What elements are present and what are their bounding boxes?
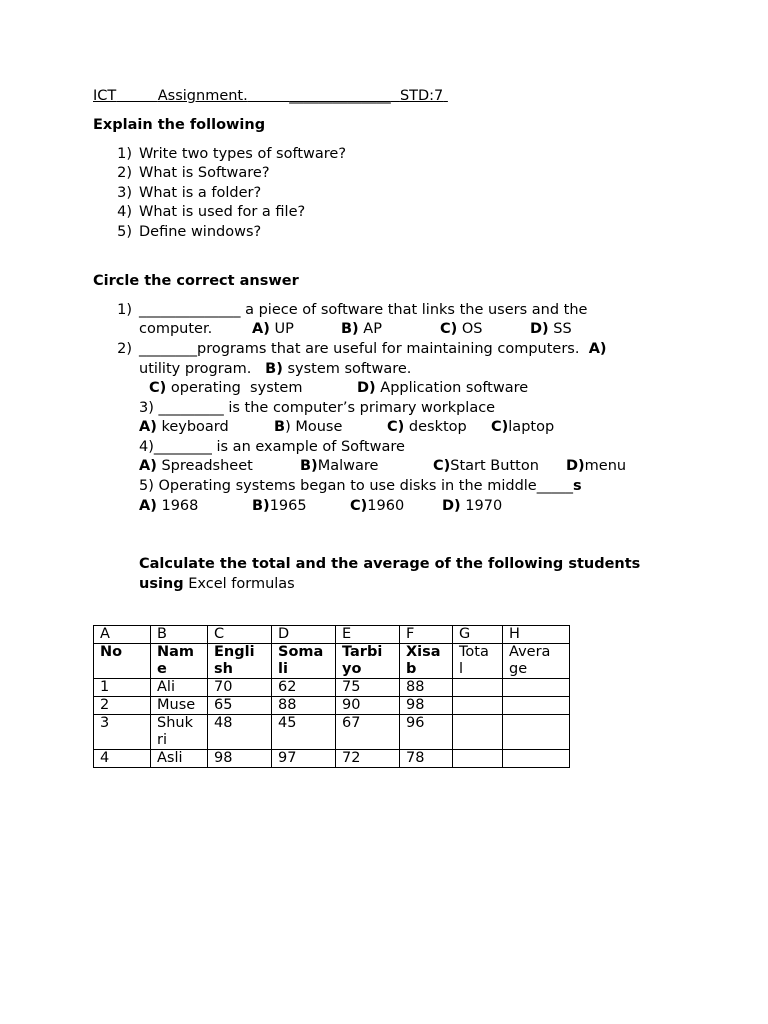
mcq-5-stem: 5) Operating systems began to use disks in the middle_____s — [139, 478, 582, 494]
table-cell: 3 — [94, 715, 151, 750]
mcq-2-option-d: D) Application software — [357, 380, 529, 396]
table-cell: 62 — [272, 679, 336, 697]
subject-label: ICT — [93, 88, 117, 104]
mcq-4-option-b: B)Malware — [300, 458, 379, 474]
table-cell: 70 — [208, 679, 272, 697]
mcq-3-stem: 3) _________ is the computer’s primary workplace — [139, 400, 496, 416]
mcq-1-option-a: A) UP — [252, 321, 294, 337]
table-cell: 88 — [400, 679, 453, 697]
section3-instruction-cont: using Excel formulas — [139, 576, 295, 592]
mcq-5-option-a: A) 1968 — [139, 498, 199, 514]
table-cell: 1 — [94, 679, 151, 697]
table-cell: 98 — [208, 750, 272, 768]
table-cell — [503, 715, 570, 750]
column-letter: H — [503, 626, 570, 644]
table-row — [94, 750, 570, 768]
mcq-3-option-c: C) desktop — [387, 419, 467, 435]
mcq-5-option-b: B)1965 — [252, 498, 307, 514]
table-cell: Asli — [151, 750, 208, 768]
mcq-2-stem: 2) ________programs that are useful for maintaining computers. A) — [117, 341, 607, 357]
table-cell: 65 — [208, 697, 272, 715]
mcq-1-options: computer. — [139, 321, 213, 337]
table-cell — [453, 715, 503, 750]
mcq-4-option-a: A) Spreadsheet — [139, 458, 253, 474]
column-letter: G — [453, 626, 503, 644]
question-item: 4) What is used for a file? — [117, 204, 306, 220]
mcq-1-stem: 1) ______________ a piece of software that links the users and the — [117, 302, 588, 318]
table-cell — [453, 750, 503, 768]
header-cell: Engli sh — [208, 644, 272, 679]
section3-instruction: Calculate the total and the average of the following students — [139, 556, 641, 572]
mcq-1-option-b: B) AP — [341, 321, 382, 337]
table-cell — [453, 679, 503, 697]
mcq-2-option-c: C) operating system — [149, 380, 303, 396]
question-item: 2) What is Software? — [117, 165, 270, 181]
table-cell: 72 — [336, 750, 400, 768]
mcq-4-option-d: D)menu — [566, 458, 627, 474]
mcq-2-options-line1: utility program. B) system software. — [139, 361, 412, 377]
mcq-3-option-a: A) keyboard — [139, 419, 229, 435]
table-cell: 75 — [336, 679, 400, 697]
header-line — [93, 87, 448, 105]
table-cell — [453, 697, 503, 715]
table-row — [94, 697, 570, 715]
table-cell — [503, 697, 570, 715]
table-cell: 88 — [272, 697, 336, 715]
column-letter: A — [94, 626, 151, 644]
header-cell: Nam e — [151, 644, 208, 679]
mcq-4-option-c: C)Start Button — [433, 458, 539, 474]
table-cell: 4 — [94, 750, 151, 768]
table-row — [94, 715, 570, 750]
header-cell: No — [94, 644, 151, 679]
header-cell: Xisa b — [400, 644, 453, 679]
name-blank: ______________ — [289, 88, 391, 104]
std-label: STD:7 — [399, 88, 444, 104]
header-cell: Soma li — [272, 644, 336, 679]
mcq-1-option-d: D) SS — [530, 321, 572, 337]
section2-heading: Circle the correct answer — [93, 273, 299, 289]
mcq-5-option-d: D) 1970 — [442, 498, 503, 514]
table-cell: 67 — [336, 715, 400, 750]
table-cell: 45 — [272, 715, 336, 750]
mcq-3-option-b: B) Mouse — [274, 419, 343, 435]
table-cell: 2 — [94, 697, 151, 715]
mcq-1-option-c: C) OS — [440, 321, 483, 337]
table-cell: 48 — [208, 715, 272, 750]
column-letter: F — [400, 626, 453, 644]
header-cell: Tota l — [453, 644, 503, 679]
table-cell: 98 — [400, 697, 453, 715]
table-cell: Muse — [151, 697, 208, 715]
header-row — [94, 644, 570, 679]
table-cell — [503, 750, 570, 768]
header-cell: Tarbi yo — [336, 644, 400, 679]
assignment-title: Assignment. — [157, 88, 248, 104]
column-letter: D — [272, 626, 336, 644]
column-letter: E — [336, 626, 400, 644]
table-cell: 97 — [272, 750, 336, 768]
student-scores-table — [93, 625, 570, 768]
table-cell: Shuk ri — [151, 715, 208, 750]
mcq-5-option-c: C)1960 — [350, 498, 405, 514]
column-letter: B — [151, 626, 208, 644]
mcq-4-stem: 4)________ is an example of Software — [139, 439, 405, 455]
question-item: 1) Write two types of software? — [117, 146, 347, 162]
table-cell: 90 — [336, 697, 400, 715]
table-cell — [503, 679, 570, 697]
question-item: 5) Define windows? — [117, 224, 262, 240]
table-cell: 78 — [400, 750, 453, 768]
section1-heading: Explain the following — [93, 117, 266, 133]
column-letter-row — [94, 626, 570, 644]
question-item: 3) What is a folder? — [117, 185, 262, 201]
table-cell: Ali — [151, 679, 208, 697]
mcq-3-option-d: C)laptop — [491, 419, 555, 435]
column-letter: C — [208, 626, 272, 644]
header-cell: Avera ge — [503, 644, 570, 679]
table-cell: 96 — [400, 715, 453, 750]
table-row — [94, 679, 570, 697]
